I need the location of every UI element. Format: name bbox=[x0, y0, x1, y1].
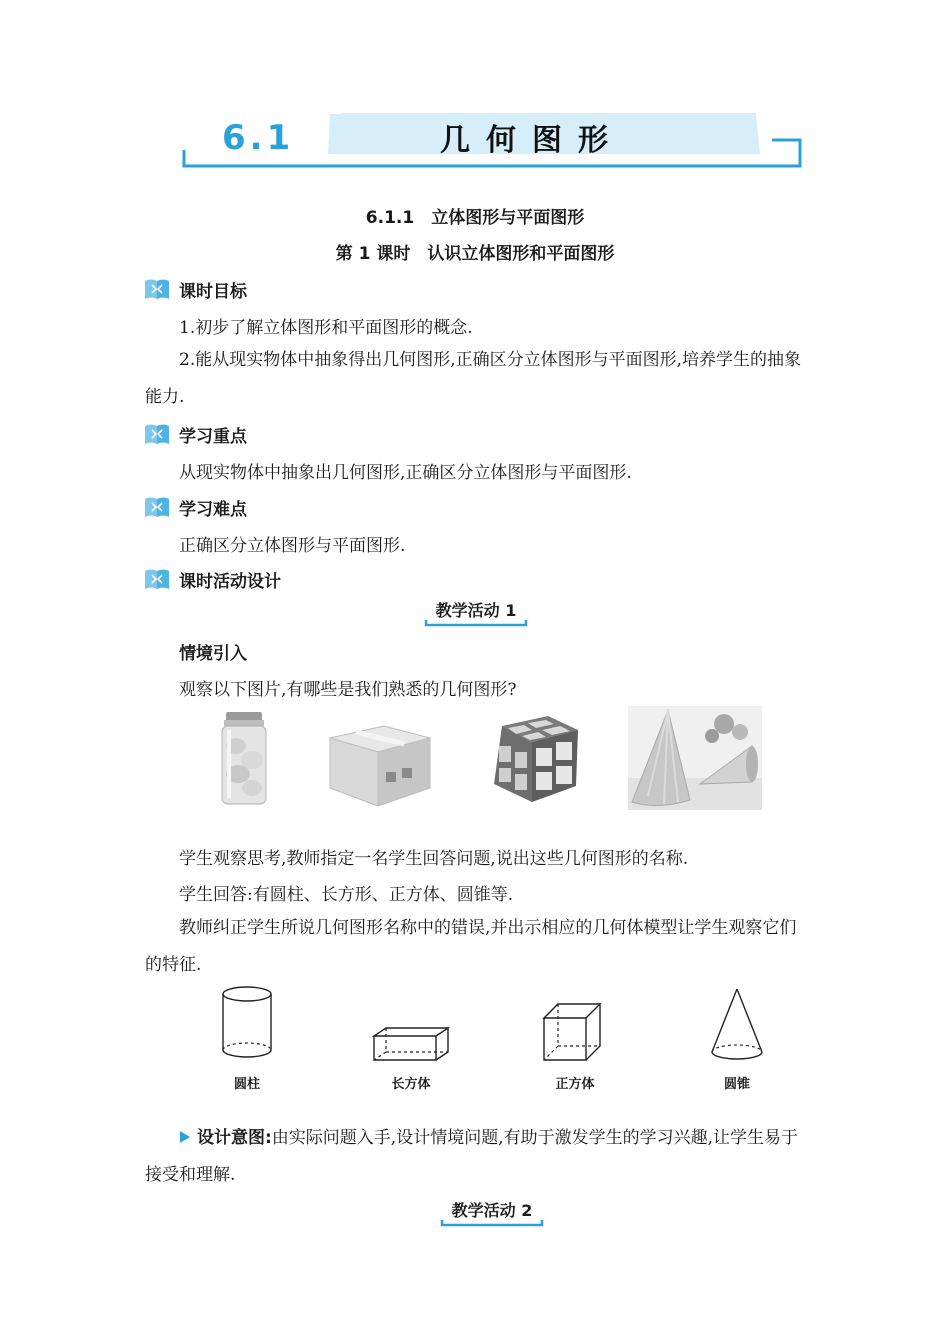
activity-1-p2: 学生回答:有圆柱、长方形、正方体、圆锥等. bbox=[179, 885, 514, 905]
activity-1-question: 观察以下图片,有哪些是我们熟悉的几何图形? bbox=[179, 680, 517, 700]
cylinder-figure bbox=[218, 984, 276, 1062]
cones-photo bbox=[628, 706, 762, 810]
chapter-number: 6.1 bbox=[222, 118, 295, 158]
key-point-heading bbox=[144, 421, 247, 447]
key-point-text: 从现实物体中抽象出几何图形,正确区分立体图形与平面图形. bbox=[179, 463, 632, 483]
activity-1-label: 教学活动 1 bbox=[435, 601, 517, 620]
cone-figure bbox=[708, 986, 766, 1062]
objective-item-2: 2.能从现实物体中抽象得出几何图形,正确区分立体图形与平面图形,培养学生的抽象能力. bbox=[145, 350, 802, 407]
key-point-label: 学习重点 bbox=[179, 426, 247, 447]
objectives-label: 课时目标 bbox=[179, 281, 247, 302]
cuboid-figure bbox=[370, 1024, 452, 1064]
difficulty-heading bbox=[144, 494, 247, 520]
shape-label-cylinder: 圆柱 bbox=[233, 1077, 260, 1092]
activity-1-subtitle-text: 情境引入 bbox=[179, 644, 247, 664]
design-intent-label: 设计意图: bbox=[197, 1128, 272, 1148]
objective-item-1: 1.初步了解立体图形和平面图形的概念. bbox=[179, 318, 473, 338]
shape-label-cone: 圆锥 bbox=[723, 1077, 750, 1092]
difficulty-text: 正确区分立体图形与平面图形. bbox=[179, 536, 406, 556]
triangle-bullet-icon bbox=[179, 1130, 191, 1144]
chapter-title: 几何图形 bbox=[440, 123, 624, 158]
cube-photo bbox=[488, 712, 582, 804]
shape-label-cuboid: 长方体 bbox=[391, 1077, 431, 1092]
objectives-heading bbox=[144, 276, 247, 302]
activity-1-subtitle bbox=[179, 639, 247, 664]
cube-figure bbox=[540, 1000, 604, 1064]
activity-1-p1: 学生观察思考,教师指定一名学生回答问题,说出这些几何图形的名称. bbox=[179, 849, 689, 869]
book-icon bbox=[144, 496, 170, 518]
activity-design-label: 课时活动设计 bbox=[179, 571, 281, 592]
design-intent-text: 由实际问题入手,设计情境问题,有助于激发学生的学习兴趣,让学生易于接受和理解. bbox=[145, 1128, 799, 1185]
shape-label-cube: 正方体 bbox=[555, 1077, 595, 1092]
section-heading: 6.1.1 立体图形与平面图形 bbox=[365, 208, 585, 228]
activity-2-label: 教学活动 2 bbox=[451, 1201, 533, 1220]
box-photo bbox=[326, 716, 434, 808]
design-intent bbox=[145, 1120, 807, 1194]
activity-1-p3: 教师纠正学生所说几何图形名称中的错误,并出示相应的几何体模型让学生观察它们的特征. bbox=[145, 918, 797, 975]
activity-2-underline bbox=[440, 1218, 544, 1228]
activity-design-heading bbox=[144, 566, 281, 592]
jar-photo bbox=[218, 710, 270, 806]
book-icon bbox=[144, 278, 170, 300]
activity-1-underline bbox=[424, 618, 528, 628]
book-icon bbox=[144, 568, 170, 590]
book-icon bbox=[144, 423, 170, 445]
difficulty-label: 学习难点 bbox=[179, 499, 247, 520]
lesson-heading: 第 1 课时 认识立体图形和平面图形 bbox=[335, 244, 615, 264]
